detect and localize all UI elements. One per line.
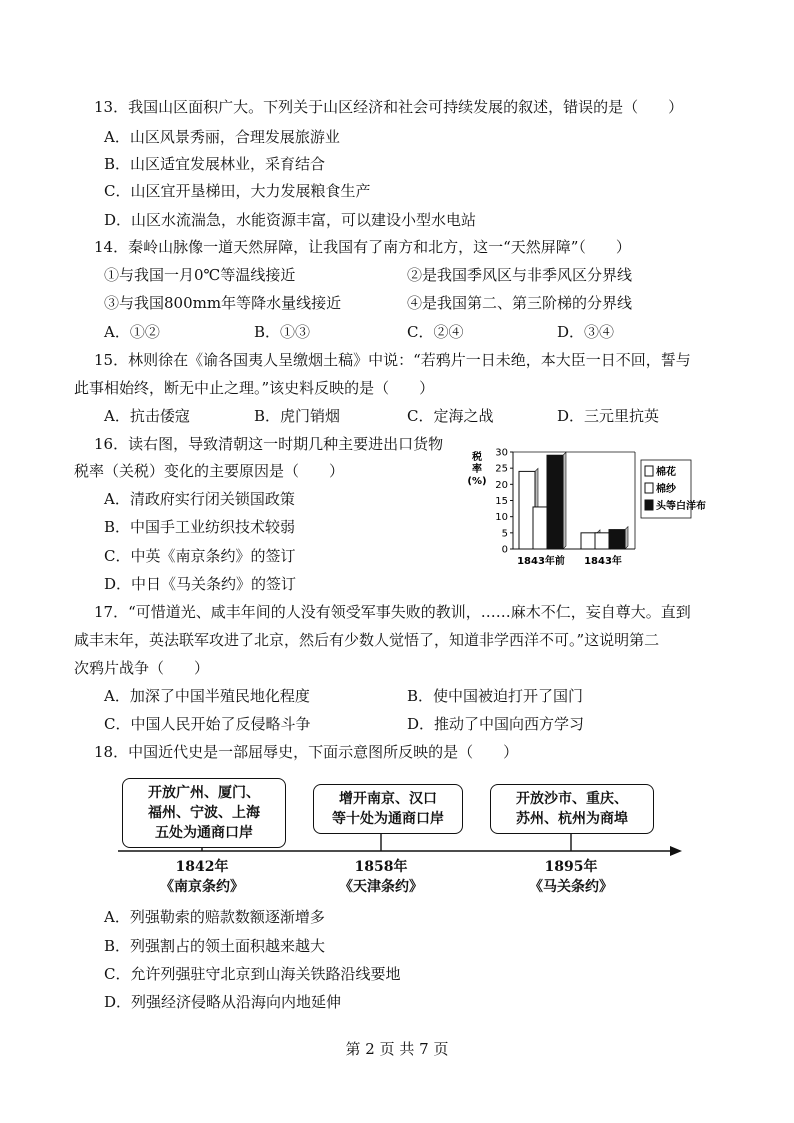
timeline-box-1842-line1: 开放广州、厦门、 (148, 785, 260, 801)
q16-option-a: A．清政府实行闭关锁国政策 (104, 490, 295, 508)
timeline-box-1858-line1: 增开南京、汉口 (339, 791, 437, 807)
q18-option-a: A．列强勒索的赔款数额逐渐增多 (104, 908, 325, 926)
legend-swatch-1 (645, 483, 653, 493)
q17-stem-line3: 次鸦片战争（ ） (74, 659, 210, 677)
q17-option-b: B．使中国被迫打开了国门 (407, 687, 584, 705)
timeline-box-1895-line2: 苏州、杭州为商埠 (516, 811, 628, 827)
tariff-bar-chart-svg (463, 446, 706, 576)
q17-option-c: C．中国人民开始了反侵略斗争 (104, 715, 311, 733)
legend-swatch-0 (645, 466, 653, 476)
legend-label-2: 头等白洋布 (656, 501, 706, 512)
q15-stem-line1: 15．林则徐在《谕各国夷人呈缴烟土稿》中说：“若鸦片一日未绝，本大臣一日不回，誓与 (94, 351, 691, 369)
q14-option-b: B．①③ (254, 323, 311, 341)
q14-item-1: ①与我国一月0℃等温线接近 (104, 266, 296, 284)
q14-item-4: ④是我国第二、第三阶梯的分界线 (407, 294, 633, 312)
q14-option-d: D．③④ (557, 323, 615, 341)
q17-option-a: A．加深了中国半殖民地化程度 (104, 687, 310, 705)
bar-头等白洋布-1843年 (609, 530, 625, 549)
q17-stem-line1: 17．“可惜道光、咸丰年间的人没有领受军事失败的教训，……麻木不仁，妄自尊大。直到 (94, 603, 691, 621)
q15-stem-line2: 此事相始终，断无中止之理。”该史料反映的是（ ） (74, 379, 435, 397)
legend-swatch-2 (645, 500, 653, 510)
q13-option-b: B．山区适宜发展林业，采育结合 (104, 155, 326, 173)
q13-option-d: D．山区水流湍急，水能资源丰富，可以建设小型水电站 (104, 211, 477, 229)
treaty-timeline-diagram (112, 772, 692, 902)
q18-option-b: B．列强割占的领土面积越来越大 (104, 937, 326, 955)
y-tick-label-5: 5 (501, 528, 508, 540)
q15-option-a: A．抗击倭寇 (104, 407, 190, 425)
y-tick-label-25: 25 (495, 463, 508, 475)
q16-stem-line1: 16．读右图，导致清朝这一时期几种主要进出口货物 (94, 435, 444, 453)
y-tick-label-10: 10 (495, 512, 508, 524)
timeline-box-1858-line2: 等十处为通商口岸 (332, 811, 444, 827)
y-tick-label-0: 0 (501, 544, 508, 556)
timeline-year-1858: 1858年 (354, 859, 408, 875)
q17-option-d: D．推动了中国向西方学习 (407, 715, 585, 733)
timeline-year-1895: 1895年 (544, 859, 598, 875)
y-tick-label-30: 30 (495, 447, 508, 459)
y-axis-label: 税率(%) (467, 452, 487, 487)
timeline-year-1842: 1842年 (175, 859, 229, 875)
q13-stem: 13．我国山区面积广大。下列关于山区经济和社会可持续发展的叙述，错误的是（ ） (94, 98, 684, 116)
y-tick-label-20: 20 (495, 479, 508, 491)
q13-option-a: A．山区风景秀丽，合理发展旅游业 (104, 128, 340, 146)
bar-头等白洋布-1843年前 (547, 455, 563, 549)
q14-item-3: ③与我国800mm年等降水量线接近 (104, 294, 342, 312)
q15-option-c: C．定海之战 (407, 407, 494, 425)
q14-stem: 14．秦岭山脉像一道天然屏障，让我国有了南方和北方，这一“天然屏障”（ ） (94, 238, 631, 256)
timeline-box-1842-line3: 五处为通商口岸 (155, 825, 253, 841)
x-tick-label-1: 1843年 (584, 556, 622, 567)
q14-option-a: A．①② (104, 323, 160, 341)
timeline-box-1858 (313, 784, 463, 834)
x-tick-label-0: 1843年前 (517, 556, 565, 567)
q14-item-2: ②是我国季风区与非季风区分界线 (407, 266, 633, 284)
q16-option-d: D．中日《马关条约》的签订 (104, 575, 297, 593)
q16-option-b: B．中国手工业纺织技术较弱 (104, 518, 296, 536)
timeline-box-1842 (122, 778, 286, 848)
timeline-box-1895-line1: 开放沙市、重庆、 (516, 791, 628, 807)
q15-option-b: B．虎门销烟 (254, 407, 341, 425)
q16-stem-line2: 税率（关税）变化的主要原因是（ ） (74, 462, 345, 480)
y-tick-label-15: 15 (495, 496, 508, 507)
q13-option-c: C．山区宜开垦梯田，大力发展粮食生产 (104, 182, 371, 200)
q18-option-d: D．列强经济侵略从沿海向内地延伸 (104, 993, 342, 1011)
timeline-box-1895 (490, 784, 654, 834)
q17-stem-line2: 咸丰末年，英法联军攻进了北京，然后有少数人觉悟了，知道非学西洋不可。”这说明第二 (74, 631, 660, 649)
page-footer: 第 2 页 共 7 页 (345, 1040, 449, 1058)
q18-stem: 18．中国近代史是一部屈辱史，下面示意图所反映的是（ ） (94, 743, 519, 761)
timeline-treaty-tianjin: 《天津条约》 (339, 879, 423, 895)
tariff-bar-chart (463, 446, 706, 576)
timeline-box-1842-line2: 福州、宁波、上海 (148, 805, 260, 821)
legend-label-0: 棉花 (656, 467, 676, 478)
q14-option-c: C．②④ (407, 323, 464, 341)
q15-option-d: D．三元里抗英 (557, 407, 660, 425)
legend-label-1: 棉纱 (656, 484, 676, 495)
q16-option-c: C．中英《南京条约》的签订 (104, 547, 296, 565)
q18-option-c: C．允许列强驻守北京到山海关铁路沿线要地 (104, 965, 401, 983)
timeline-treaty-nanjing: 《南京条约》 (160, 879, 244, 895)
timeline-treaty-maguan: 《马关条约》 (529, 879, 613, 895)
